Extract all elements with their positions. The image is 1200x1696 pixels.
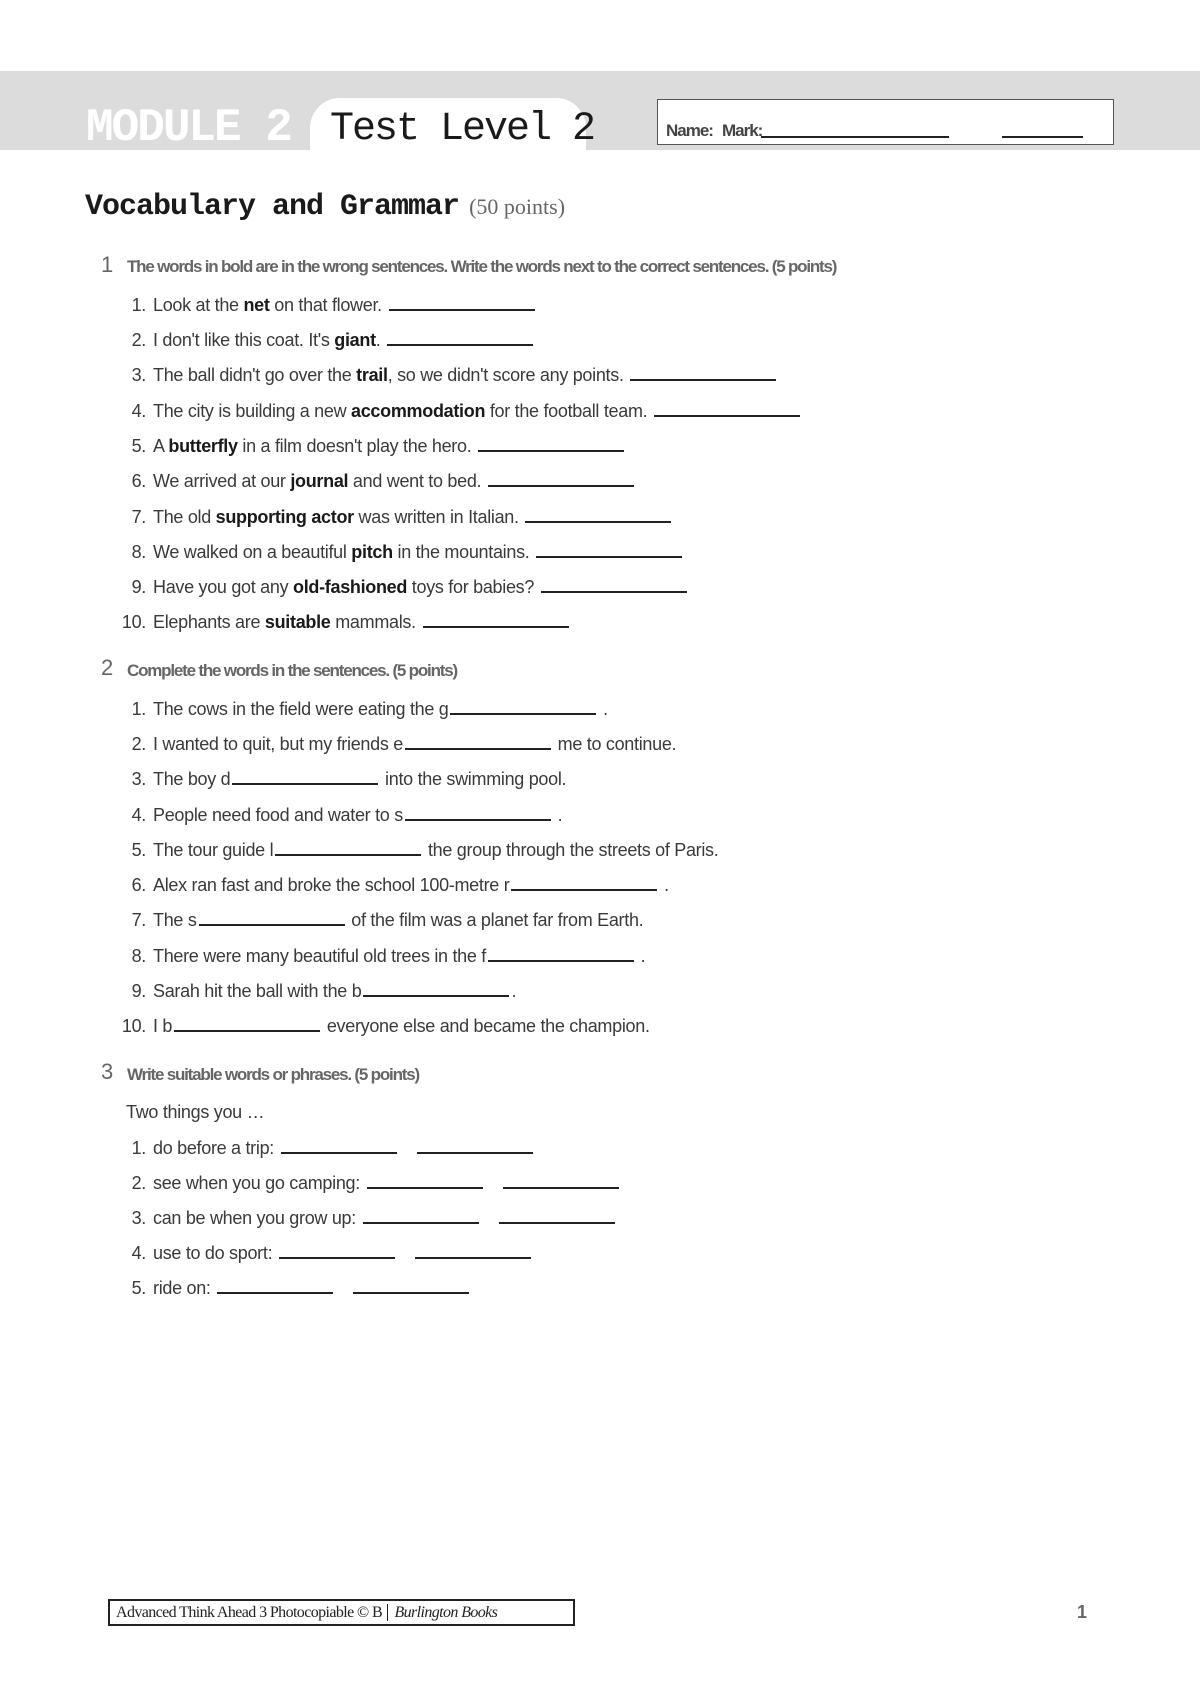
- answer-blank[interactable]: [478, 434, 624, 452]
- footer-copyright: Advanced Think Ahead 3 Photocopiable © B Burlington Books: [108, 1599, 575, 1626]
- exercise-3-instruction: Write suitable words or phrases. (5 points): [127, 1065, 419, 1084]
- list-item: 10. Elephants are suitable mammals.: [108, 610, 571, 634]
- list-item: 6. Alex ran fast and broke the school 100-metre r .: [131, 875, 669, 895]
- answer-blank[interactable]: [423, 610, 569, 628]
- page-number: 1: [1077, 1602, 1088, 1622]
- answer-blank[interactable]: [363, 1206, 479, 1224]
- section-title: Vocabulary and Grammar (50 points): [85, 190, 566, 224]
- list-item: 1. Look at the net on that flower.: [108, 293, 537, 317]
- list-item: 3. The ball didn't go over the trail, so we didn't score any points.: [108, 363, 778, 387]
- answer-blank[interactable]: [488, 944, 634, 962]
- answer-blank[interactable]: [417, 1136, 533, 1154]
- list-item: 4. People need food and water to s .: [131, 805, 563, 825]
- answer-blank[interactable]: [499, 1206, 615, 1224]
- list-item: 7. The old supporting actor was written in Italian.: [108, 505, 673, 529]
- publisher-name: Burlington Books: [387, 1604, 497, 1621]
- answer-blank[interactable]: [405, 803, 551, 821]
- answer-blank[interactable]: [199, 908, 345, 926]
- exercise-2-number: 2: [101, 655, 114, 680]
- list-item: 8. There were many beautiful old trees in the f .: [131, 946, 646, 966]
- name-field[interactable]: [761, 136, 949, 138]
- list-item: 6. We arrived at our journal and went to bed.: [108, 469, 636, 493]
- answer-blank[interactable]: [654, 399, 800, 417]
- answer-blank[interactable]: [367, 1171, 483, 1189]
- list-item: 9. Sarah hit the ball with the b .: [131, 981, 517, 1001]
- list-item: 2. I don't like this coat. It's giant.: [108, 328, 535, 352]
- list-item: 9. Have you got any old-fashioned toys for babies?: [108, 575, 689, 599]
- list-item: 8. We walked on a beautiful pitch in the mountains.: [108, 540, 684, 564]
- answer-blank[interactable]: [488, 469, 634, 487]
- answer-blank[interactable]: [525, 505, 671, 523]
- answer-blank[interactable]: [389, 293, 535, 311]
- list-item: 5. A butterfly in a film doesn't play the hero.: [108, 434, 626, 458]
- list-item: 4. use to do sport:: [108, 1241, 533, 1265]
- exercise-3-number: 3: [101, 1059, 114, 1084]
- list-item: 5. The tour guide l the group through the streets of Paris.: [131, 840, 719, 860]
- burlington-logo-icon: B: [371, 1604, 383, 1621]
- name-label: Name:: [666, 121, 713, 140]
- list-item: 3. The boy d into the swimming pool.: [131, 769, 567, 789]
- list-item: 7. The s of the film was a planet far from Earth.: [131, 910, 644, 930]
- answer-blank[interactable]: [630, 363, 776, 381]
- answer-blank[interactable]: [541, 575, 687, 593]
- answer-blank[interactable]: [511, 873, 657, 891]
- exercise-1-number: 1: [101, 252, 114, 277]
- list-item: 2. I wanted to quit, but my friends e me to continue.: [131, 734, 677, 754]
- answer-blank[interactable]: [450, 697, 596, 715]
- test-level-title: Test Level 2: [330, 107, 595, 152]
- answer-blank[interactable]: [353, 1276, 469, 1294]
- answer-blank[interactable]: [503, 1171, 619, 1189]
- answer-blank[interactable]: [279, 1241, 395, 1259]
- list-item: 1. The cows in the field were eating the g .: [131, 699, 608, 719]
- answer-blank[interactable]: [174, 1014, 320, 1032]
- answer-blank[interactable]: [405, 732, 551, 750]
- module-label: MODULE 2: [86, 102, 291, 154]
- answer-blank[interactable]: [387, 328, 533, 346]
- exercise-3-intro: Two things you …: [126, 1102, 265, 1122]
- mark-field[interactable]: [1002, 136, 1083, 138]
- answer-blank[interactable]: [232, 767, 378, 785]
- section-points: (50 points): [469, 194, 566, 219]
- list-item: 4. The city is building a new accommodation for the football team.: [108, 399, 802, 423]
- answer-blank[interactable]: [363, 979, 509, 997]
- list-item: 5. ride on:: [108, 1276, 471, 1300]
- list-item: 3. can be when you grow up:: [108, 1206, 617, 1230]
- list-item: 1. do before a trip:: [108, 1136, 535, 1160]
- answer-blank[interactable]: [415, 1241, 531, 1259]
- answer-blank[interactable]: [281, 1136, 397, 1154]
- list-item: 2. see when you go camping:: [108, 1171, 621, 1195]
- answer-blank[interactable]: [536, 540, 682, 558]
- mark-label: Mark:: [722, 121, 763, 140]
- list-item: 10. I b everyone else and became the champion.: [121, 1016, 650, 1036]
- exercise-2-instruction: Complete the words in the sentences. (5 points): [127, 661, 457, 680]
- exercise-1-instruction: The words in bold are in the wrong sentences. Write the words next to the correct sentences. (5 points): [127, 257, 837, 276]
- answer-blank[interactable]: [275, 838, 421, 856]
- answer-blank[interactable]: [217, 1276, 333, 1294]
